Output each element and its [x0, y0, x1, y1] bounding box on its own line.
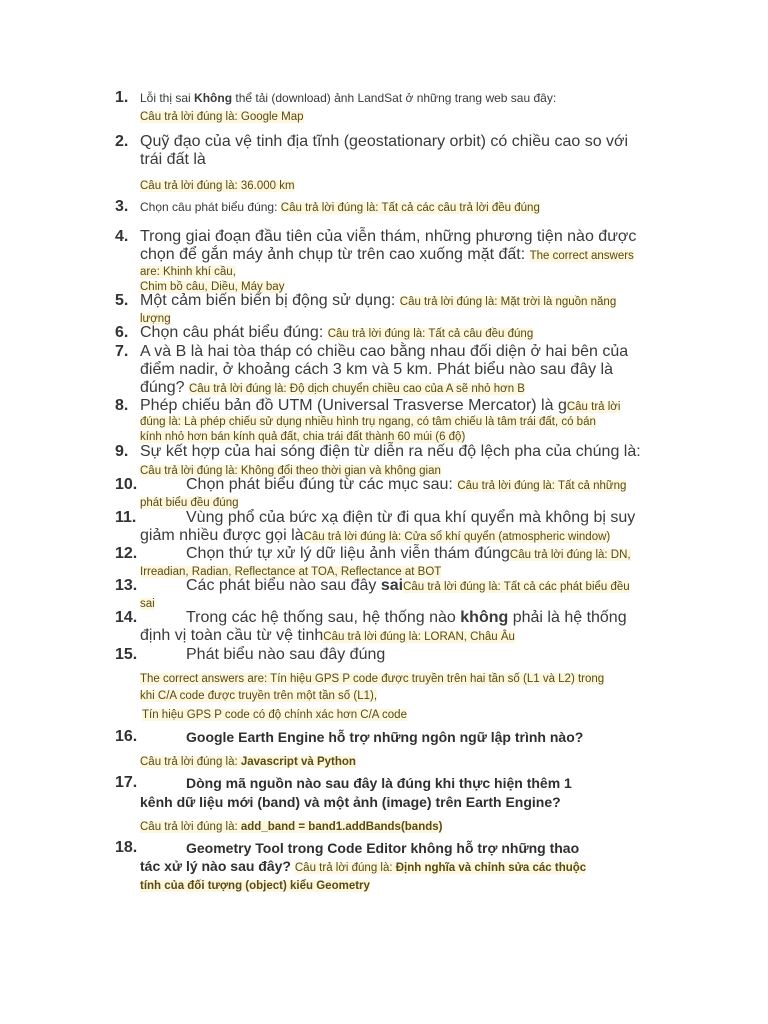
answer-text: Javascript và Python [240, 756, 356, 768]
question-number: 7. [115, 343, 129, 360]
question-emphasis: Không [194, 91, 233, 105]
question-text: Dòng mã nguồn nào sau đây là đúng khi thực hiện thêm 1 [186, 775, 572, 791]
answer-text: The correct answers [529, 250, 634, 262]
question-text: Lỗi thị sai [140, 91, 195, 105]
answer-text: đúng là: Là phép chiếu sử dụng nhiều hình trụ ngang, có tâm chiếu là tâm trái đất, có bán [140, 416, 596, 428]
question-number: 16. [115, 728, 138, 745]
question-number: 13. [115, 577, 138, 594]
answer-label: Câu trả lời đúng là: [140, 756, 241, 768]
answer-text: Câu trả lời đúng là: Tất cả các câu trả lời đều đúng [280, 202, 540, 214]
question-number: 14. [115, 609, 138, 626]
question-number: 4. [115, 228, 129, 245]
question-text: chọn để gắn máy ảnh chụp từ trên cao xuống mặt đất: [140, 246, 530, 263]
question-text: Google Earth Engine hỗ trợ những ngôn ngữ lập trình nào? [186, 729, 584, 745]
question-number: 12. [115, 545, 138, 562]
question-text: Sự kết hợp của hai sóng điện từ diễn ra nếu độ lệch pha của chúng là: [140, 443, 641, 460]
answer-text: Định nghĩa và chỉnh sửa các thuộc [395, 862, 587, 874]
question-text: đúng? [140, 379, 189, 396]
question-text: Một cảm biến biến bị động sử dụng: [140, 292, 400, 309]
answer-text: Câu trả lời [566, 401, 621, 413]
question-emphasis: không [460, 609, 509, 626]
question-number: 10. [115, 476, 138, 493]
question-text: Trong giai đoạn đầu tiên của viễn thám, những phương tiện nào được [140, 228, 637, 245]
answer-label: Câu trả lời đúng là: [140, 821, 241, 833]
question-text: kênh dữ liệu mới (band) và một ảnh (image) trên Earth Engine? [140, 794, 561, 810]
answer-text: Câu trả lời đúng là: Tất cả các phát biểu đều [403, 581, 630, 593]
question-text: tác xử lý nào sau đây? [140, 858, 295, 874]
answer-text: Câu trả lời đúng là: Tất cả câu đều đúng [327, 328, 534, 340]
answer-text: Câu trả lời đúng là: DN, [509, 549, 631, 561]
question-text: Trong các hệ thống sau, hệ thống nào [186, 609, 461, 626]
question-text: Chọn phát biểu đúng từ các mục sau: [186, 476, 458, 493]
answer-text: Câu trả lời đúng là: Cửa sổ khí quyển (atmospheric window) [303, 531, 611, 543]
question-text: Chọn câu phát biểu đúng: [140, 200, 281, 214]
answer-text: Câu trả lời đúng là: Tất cả những [457, 480, 627, 492]
answer-text: Câu trả lời đúng là: Google Map [140, 111, 304, 123]
question-number: 8. [115, 397, 129, 414]
question-text: Chọn thứ tự xử lý dữ liệu ảnh viễn thám đúng [186, 545, 510, 562]
answer-text: are: Khinh khí cầu, [140, 266, 236, 278]
question-text: thể tải (download) ảnh LandSat ở những trang web sau đây: [232, 91, 557, 105]
question-text: phải là hệ thống [508, 609, 627, 626]
question-text: giảm nhiều được gọi là [140, 527, 304, 544]
question-emphasis: sai [380, 577, 404, 594]
answer-text: Câu trả lời đúng là: Độ dịch chuyển chiều cao của A sẽ nhỏ hơn B [188, 383, 525, 395]
question-text: Phát biểu nào sau đây đúng [186, 646, 386, 663]
answer-text: khi C/A code được truyền trên một tần số (L1), [140, 690, 378, 702]
question-number: 9. [115, 443, 129, 460]
answer-text: kính nhỏ hơn bán kính quả đất, chia trái đất thành 60 múi (6 độ) [140, 431, 466, 443]
question-text: Quỹ đạo của vệ tinh địa tĩnh (geostationary orbit) có chiều cao so với [140, 133, 629, 150]
answer-text: add_band = band1.addBands(bands) [240, 821, 443, 833]
answer-text: Irreadian, Radian, Reflectance at TOA, Reflectance at BOT [140, 566, 442, 578]
question-text: Chọn câu phát biểu đúng: [140, 324, 328, 341]
question-number: 2. [115, 133, 129, 150]
question-number: 15. [115, 646, 138, 663]
answer-text: Câu trả lời đúng là: Mặt trời là nguồn năng [399, 296, 617, 308]
answer-text: The correct answers are: Tín hiệu GPS P code được truyền trên hai tần số (L1 và L2) trong [140, 673, 605, 685]
answer-text: sai [140, 598, 155, 610]
question-number: 18. [115, 839, 138, 856]
question-number: 11. [115, 509, 137, 526]
question-text: trái đất là [140, 151, 206, 169]
question-text: định vị toàn cầu từ vệ tinh [140, 627, 324, 644]
question-text: Các phát biểu nào sau đây [186, 577, 381, 594]
question-text: Geometry Tool trong Code Editor không hỗ trợ những thao [186, 840, 580, 856]
answer-label: Câu trả lời đúng là: [294, 862, 396, 874]
answer-text: phát biểu đều đúng [140, 497, 239, 509]
answer-text: Chim bồ câu, Diều, Máy bay [140, 281, 285, 293]
question-number: 1. [115, 89, 129, 106]
question-number: 3. [115, 198, 129, 215]
question-number: 17. [115, 774, 138, 791]
question-text: Vùng phổ của bức xạ điện từ đi qua khí quyển mà không bị suy [186, 509, 636, 526]
answer-text: Câu trả lời đúng là: LORAN, Châu Âu [323, 631, 515, 643]
question-number: 6. [115, 324, 129, 341]
answer-text: tính của đối tượng (object) kiểu Geometry [140, 880, 370, 892]
question-text: điểm nadir, ở khoảng cách 3 km và 5 km. Phát biểu nào sau đây là [140, 361, 613, 378]
question-number: 5. [115, 292, 129, 309]
answer-text: Câu trả lời đúng là: 36.000 km [140, 180, 295, 192]
answer-text: lượng [140, 313, 171, 325]
answer-text: Tín hiệu GPS P code có độ chính xác hơn C/A code [142, 709, 407, 721]
answer-text: Câu trả lời đúng là: Không đổi theo thời gian và không gian [140, 465, 441, 477]
question-text: Phép chiếu bản đồ UTM (Universal Trasverse Mercator) là g [140, 397, 567, 414]
question-text: A và B là hai tòa tháp có chiều cao bằng nhau đối diện ở hai bên của [140, 343, 629, 360]
